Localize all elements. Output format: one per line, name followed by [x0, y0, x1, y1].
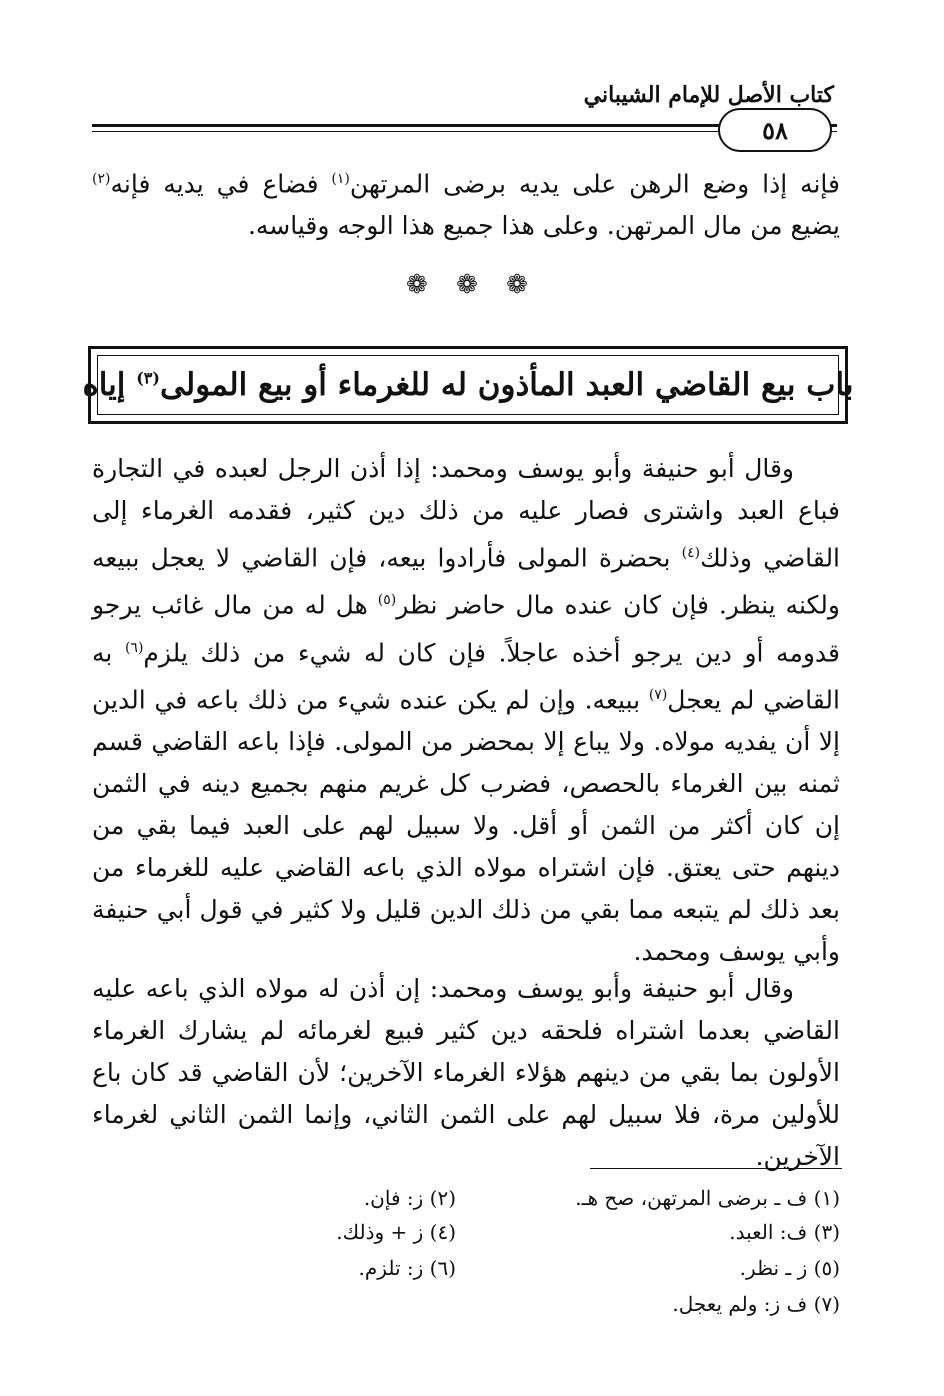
- paragraph-2: [92, 448, 840, 973]
- footnote-ref-7: (٧): [648, 686, 668, 703]
- section-separator: ❁ ❁ ❁: [406, 270, 538, 300]
- paragraph-2-part2: بحضرة المولى فأرادوا بيعه، فإن القاضي لا يعجل ببيعه ولكنه ينظر. فإن كان عنده مال حاضر نظر: [92, 543, 840, 620]
- page-number: ٥٨: [762, 115, 788, 145]
- footnote-6: (٦) ز: تلزم.: [358, 1256, 456, 1280]
- footnote-4: (٤) ز + وذلك.: [336, 1220, 456, 1244]
- paragraph-2-part4: به القاضي لم يعجل: [92, 637, 840, 715]
- footnote-3: (٣) ف: العبد.: [729, 1220, 840, 1244]
- paragraph-1-part1: فإنه إذا وضع الرهن على يديه برضى المرتهن: [349, 169, 840, 199]
- chapter-title: [82, 367, 853, 403]
- paragraph-1: [92, 158, 840, 247]
- running-header-title: كتاب الأصل للإمام الشيباني: [583, 82, 834, 108]
- chapter-title-end: إياه: [82, 367, 137, 403]
- footnote-5: (٥) ز ـ نظر.: [739, 1256, 840, 1280]
- paragraph-2-part1: وقال أبو حنيفة وأبو يوسف ومحمد: إذا أذن الرجل لعبده في التجارة فباع العبد واشترى فصار عليه من ذلك دين كثير، فقدمه الغرماء إلى القاضي وذلك: [92, 454, 841, 573]
- footnote-7: (٧) ف ز: ولم يعجل.: [672, 1292, 840, 1316]
- paragraph-2-part5: ببيعه. وإن لم يكن عنده شيء من ذلك باعه في الدين إلا أن يفديه مولاه. ولا يباع إلا بمحضر من المولى. فإذا باعه القاضي قسم ثمنه بين الغرماء بالحصص، فضرب كل غريم منهم بجميع دينه في الثمن إن كان أكثر من الثمن أو أقل. ولا سبيل لهم على العبد فيما بقي من دينهم حتى يعتق. فإن اشتراه مولاه الذي باعه القاضي عليه للغرماء من بعد ذلك لم يتبعه مما بقي من ذلك الدين قليل ولا كثير في قول أبي حنيفة وأبي يوسف ومحمد.: [92, 685, 840, 967]
- footnote-ref-4: (٤): [681, 545, 701, 561]
- paragraph-1-part3: يضيع من مال المرتهن. وعلى هذا جميع هذا الوجه وقياسه.: [247, 211, 840, 241]
- footnote-separator: [590, 1168, 842, 1169]
- footnote-ref-1: (١): [331, 171, 350, 187]
- footnote-ref-2: (٢): [92, 171, 111, 187]
- chapter-heading-frame: [82, 346, 854, 424]
- paragraph-2-part3: هل له من مال غائب يرجو قدومه أو دين يرجو أخذه عاجلاً. فإن كان له شيء من ذلك يلزم: [92, 590, 840, 667]
- footnote-1: (١) ف ـ برضى المرتهن، صح هـ.: [575, 1186, 840, 1210]
- chapter-title-text: باب بيع القاضي العبد المأذون له للغرماء أو بيع المولى: [159, 367, 854, 403]
- footnote-2: (٢) ز: فإن.: [363, 1186, 456, 1210]
- paragraph-3-text: وقال أبو حنيفة وأبو يوسف ومحمد: إن أذن له مولاه الذي باعه عليه القاضي بعدما اشتراه فلحقه دين كثير فبيع لغرمائه لم يشارك الغرماء الأولون بما بقي من دينهم هؤلاء الغرماء الآخرين؛ لأن القاضي قد كان باع للأولين مرة، فلا سبيل لهم على الثمن الثاني، وإنما الثمن الثاني لغرماء الآخرين.: [92, 974, 840, 1171]
- paragraph-3: [92, 968, 840, 1178]
- footnote-ref-5: (٥): [377, 592, 397, 609]
- footnote-ref-6: (٦): [124, 639, 144, 656]
- page-number-badge: [718, 108, 832, 152]
- paragraph-1-part2: فضاع في يديه فإنه: [110, 169, 332, 199]
- footnote-ref-3: (٣): [136, 368, 160, 388]
- chapter-heading-inner-frame: [82, 355, 854, 415]
